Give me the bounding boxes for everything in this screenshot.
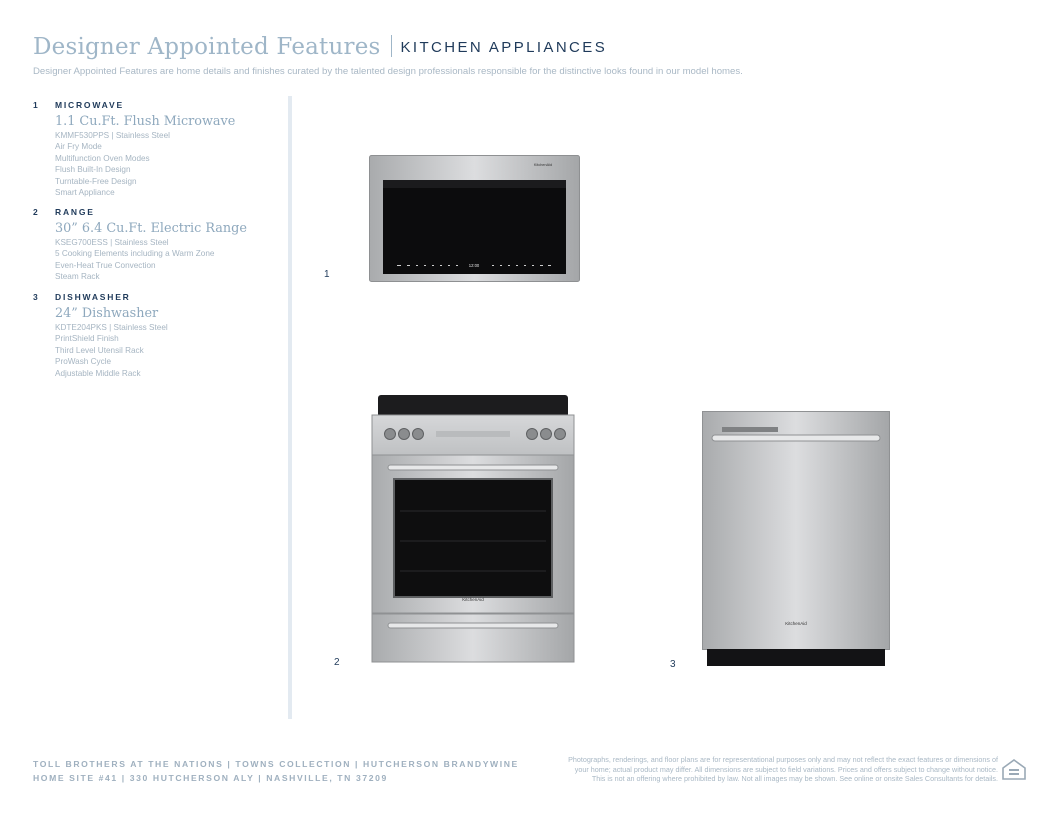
image-label-3: 3 [670,659,676,670]
intro-text: Designer Appointed Features are home details and finishes curated by the talented design professionals responsible for the distinctive looks found in our model homes. [33,66,743,77]
title-separator [391,35,392,57]
spec-item: 5 Cooking Elements including a Warm Zone [55,249,215,259]
microwave-image [369,155,580,282]
feature-microwave [33,100,278,207]
range-brand-label: KitchenAid [462,597,484,602]
feature-product-name: 24” Dishwasher [55,306,159,321]
microwave-brand-label: KitchenAid [533,163,553,167]
footer-community-info [33,758,519,785]
footer-address-line: HOME SITE #41 | 330 HUTCHERSON ALY | NASHVILLE, TN 37209 [33,772,388,783]
disclaimer-line: your home; actual product may differ. All dimensions are subject to field variations. Prices and offers subject to change without notice. [574,764,998,774]
spec-item: KMMF530PPS | Stainless Steel [55,131,170,140]
feature-list [33,100,278,379]
footer-disclaimer [518,755,998,784]
disclaimer-line: Photographs, renderings, and floor plans are for representational purposes only and may not reflect the exact features or dimensions of [568,755,998,764]
feature-category: MICROWAVE [55,100,124,110]
feature-number: 1 [33,100,40,110]
feature-product-name: 1.1 Cu.Ft. Flush Microwave [55,114,236,129]
feature-heading [33,100,278,110]
microwave-display: 12:00 [468,263,480,268]
feature-category: RANGE [55,207,95,217]
feature-category: DISHWASHER [55,292,131,302]
feature-heading [33,292,278,302]
equal-housing-icon [1000,758,1028,782]
feature-product-name: 30” 6.4 Cu.Ft. Electric Range [55,221,247,236]
spec-item: Third Level Utensil Rack [55,345,144,355]
spec-item: Smart Appliance [55,188,115,198]
spec-item: Steam Rack [55,272,100,282]
spec-item: Adjustable Middle Rack [55,368,141,378]
image-label-2: 2 [334,657,340,668]
page-subtitle: KITCHEN APPLIANCES [400,39,608,56]
column-divider [288,96,292,719]
spec-item: KSEG700ESS | Stainless Steel [55,238,169,247]
spec-item: KDTE204PKS | Stainless Steel [55,323,168,332]
spec-item: Even-Heat True Convection [55,260,156,270]
dishwasher-brand-label: KitchenAid [785,621,807,626]
spec-item: Turntable-Free Design [55,176,137,186]
spec-item: Flush Built-In Design [55,165,131,175]
page-title: Designer Appointed Features [33,34,381,60]
feature-range [33,207,278,292]
page-header [33,34,607,60]
spec-item: Multifunction Oven Modes [55,153,150,163]
spec-item: PrintShield Finish [55,334,119,344]
spec-item: ProWash Cycle [55,357,112,367]
feature-number: 2 [33,207,40,217]
feature-heading [33,207,278,217]
image-label-1: 1 [324,269,330,280]
footer-community-line: TOLL BROTHERS AT THE NATIONS | TOWNS COLLECTION | HUTCHERSON BRANDYWINE [33,759,519,769]
spec-item: Air Fry Mode [55,142,102,152]
disclaimer-line: This is not an offering where prohibited by law. Not all images may be shown. See online or onsite Sales Consultants for details. [591,774,998,784]
feature-number: 3 [33,292,40,302]
feature-dishwasher [33,292,278,379]
dishwasher-image [702,411,890,667]
range-image [370,395,576,663]
